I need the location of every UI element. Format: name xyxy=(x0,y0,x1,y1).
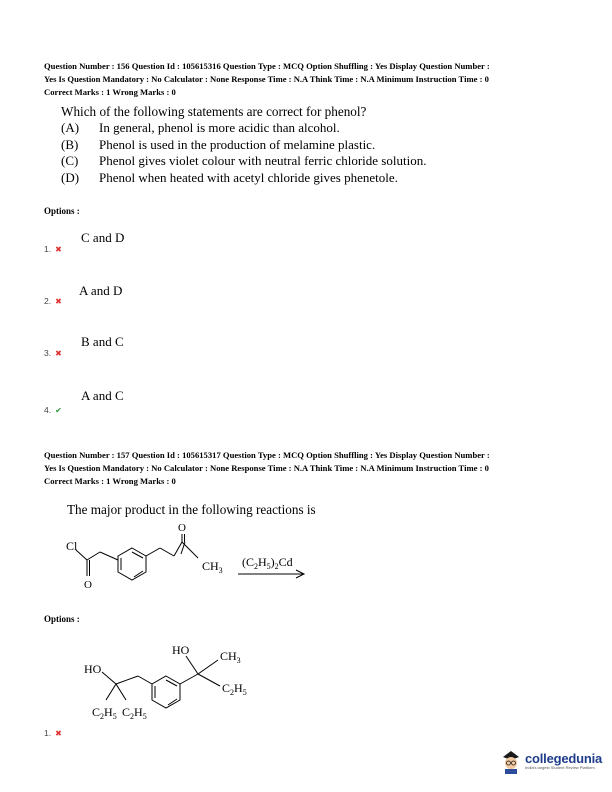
bond-line xyxy=(198,674,220,686)
hydroxyl-top-label: HO xyxy=(172,643,190,657)
bond-line xyxy=(138,676,152,684)
collegedunia-logo xyxy=(500,748,602,774)
options-label: Options : xyxy=(44,206,80,216)
question-157-stem: The major product in the following reactions is xyxy=(67,502,316,517)
statement-c xyxy=(61,153,426,170)
bond-line xyxy=(160,548,174,556)
meta-line-2: Yes Is Question Mandatory : No Calculator : None Response Time : N.A Think Time : N.A Minimum Instruction Time : 0 xyxy=(44,74,489,84)
option-1-structure-diagram[interactable] xyxy=(80,640,280,728)
bond-line xyxy=(100,552,118,560)
bond-line xyxy=(198,660,218,674)
meta-line-3: Correct Marks : 1 Wrong Marks : 0 xyxy=(44,87,176,97)
statement-letter: (B) xyxy=(61,136,79,152)
option-number-label: 2. xyxy=(44,296,52,306)
option-number-label: 4. xyxy=(44,405,52,415)
wrong-mark-icon: ✖ xyxy=(55,729,62,738)
ethyl-middle-label: $C_2H_5$ xyxy=(122,705,147,721)
bond-line xyxy=(182,542,198,558)
correct-check-icon: ✔ xyxy=(55,406,62,415)
option-number-label: 3. xyxy=(44,348,52,358)
meta-line-1: Question Number : 156 Question Id : 105615316 Question Type : MCQ Option Shuffling : Yes Display Question Number : xyxy=(44,61,490,71)
logo-text xyxy=(525,752,602,770)
option-4-number[interactable] xyxy=(44,405,62,415)
meta-line-2: Yes Is Question Mandatory : No Calculator : None Response Time : N.A Think Time : N.A Minimum Instruction Time : 0 xyxy=(44,463,489,473)
bond-line xyxy=(106,684,116,700)
statement-letter: (C) xyxy=(61,153,79,168)
reagent-label: $(C_2H_5)_2Cd$ xyxy=(242,555,293,571)
option-1-number[interactable] xyxy=(44,244,62,254)
bond-line xyxy=(146,548,160,556)
option-2-number[interactable] xyxy=(44,296,62,306)
bond-line xyxy=(116,684,126,700)
question-157-meta xyxy=(44,449,584,488)
statement-text: In general, phenol is more acidic than alcohol. xyxy=(99,120,340,135)
statement-list xyxy=(61,120,426,186)
wrong-mark-icon: ✖ xyxy=(55,245,62,254)
meta-line-1: Question Number : 157 Question Id : 105615317 Question Type : MCQ Option Shuffling : Yes Display Question Number : xyxy=(44,450,490,460)
statement-text: Phenol when heated with acetyl chloride gives phenetole. xyxy=(99,169,398,185)
benzene-ring xyxy=(152,676,180,708)
option-number-label: 1. xyxy=(44,244,52,254)
mascot-icon xyxy=(500,748,522,774)
oxygen-top-label: O xyxy=(178,522,186,534)
hydroxyl-left-label: HO xyxy=(84,662,102,676)
bond-line xyxy=(87,552,100,560)
ethyl-left-label: $C_2H_5$ xyxy=(92,705,117,721)
option-4-text[interactable]: A and C xyxy=(81,388,124,403)
logo-tagline: India's largest Student Review Platform xyxy=(525,765,595,770)
wrong-mark-icon: ✖ xyxy=(55,297,62,306)
wrong-mark-icon: ✖ xyxy=(55,349,62,358)
bond-line xyxy=(186,656,198,674)
statement-d xyxy=(61,170,426,187)
methyl-label: $CH_3$ xyxy=(202,559,223,575)
option-1-text[interactable]: C and D xyxy=(81,230,125,245)
reaction-structure-diagram xyxy=(60,518,320,598)
option-number-label: 1. xyxy=(44,728,52,738)
meta-line-3: Correct Marks : 1 Wrong Marks : 0 xyxy=(44,476,176,486)
statement-letter: (A) xyxy=(61,120,80,135)
question-156-stem: Which of the following statements are correct for phenol? xyxy=(61,104,367,119)
option-2-text[interactable]: A and D xyxy=(79,283,123,298)
ethyl-right-label: $C_2H_5$ xyxy=(222,681,247,697)
option-1-number[interactable] xyxy=(44,728,62,738)
question-156-meta xyxy=(44,60,584,99)
options-label: Options : xyxy=(44,614,80,624)
benzene-ring xyxy=(118,548,146,580)
option-3-text[interactable]: B and C xyxy=(81,334,124,349)
statement-letter: (D) xyxy=(61,169,80,185)
oxygen-bottom-label: O xyxy=(84,579,92,591)
chlorine-label: Cl xyxy=(66,539,78,553)
methyl-label: $CH_3$ xyxy=(220,649,241,665)
statement-text: Phenol gives violet colour with neutral ferric chloride solution. xyxy=(99,153,427,168)
bond-line xyxy=(180,674,198,684)
logo-name: collegedunia xyxy=(525,751,603,766)
bond-line xyxy=(116,676,138,684)
statement-a xyxy=(61,120,426,137)
option-3-number[interactable] xyxy=(44,348,62,358)
statement-b xyxy=(61,137,426,154)
bond-line xyxy=(76,550,87,560)
bond-line xyxy=(102,672,116,684)
statement-text: Phenol is used in the production of melamine plastic. xyxy=(99,136,376,152)
